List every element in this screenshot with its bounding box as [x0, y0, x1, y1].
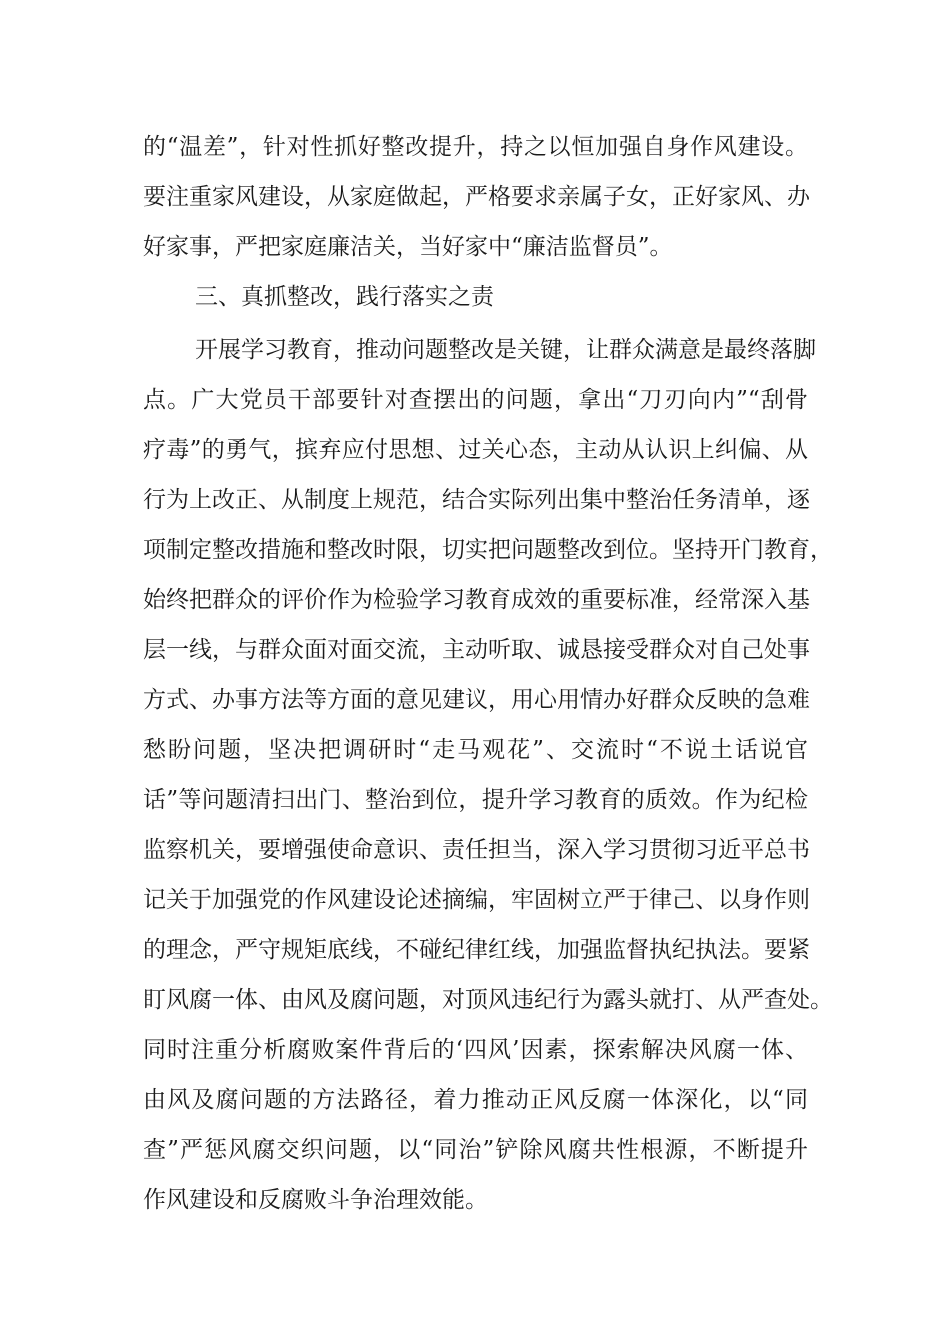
- paragraph-body: [143, 325, 833, 1225]
- section-heading: [143, 272, 808, 322]
- paragraph-line: 的理念，严守规矩底线，不碰纪律红线，加强监督执纪执法。要紧: [143, 937, 810, 963]
- paragraph-line: 查”严惩风腐交织问题，以“同治”铲除风腐共性根源，不断提升: [143, 1137, 808, 1163]
- paragraph-line: 盯风腐一体、由风及腐问题，对顶风违纪行为露头就打、从严查处。: [143, 987, 833, 1013]
- paragraph-line: 行为上改正、从制度上规范，结合实际列出集中整治任务清单，逐: [143, 487, 810, 513]
- paragraph-line: 由风及腐问题的方法路径，着力推动正风反腐一体深化，以“同: [143, 1087, 808, 1113]
- paragraph-line: 层一线，与群众面对面交流，主动听取、诚恳接受群众对自己处事: [143, 637, 810, 663]
- paragraph-line: 的“温差”，针对性抓好整改提升，持之以恒加强自身作风建设。: [143, 134, 808, 160]
- paragraph-line: 作风建设和反腐败斗争治理效能。: [143, 1187, 488, 1213]
- paragraph-line: 始终把群众的评价作为检验学习教育成效的重要标准，经常深入基: [143, 587, 810, 613]
- paragraph-line: 要注重家风建设，从家庭做起，严格要求亲属子女，正好家风、办: [143, 184, 810, 210]
- paragraph-line: 监察机关，要增强使命意识、责任担当，深入学习贯彻习近平总书: [143, 837, 810, 863]
- paragraph-line: 愁盼问题，坚决把调研时“走马观花”、交流时“不说土话说官: [143, 737, 808, 763]
- paragraph-line: 项制定整改措施和整改时限，切实把问题整改到位。坚持开门教育，: [143, 537, 833, 563]
- paragraph-line: 同时注重分析腐败案件背后的‘四风’因素，探索解决风腐一体、: [143, 1037, 808, 1063]
- paragraph-line: 记关于加强党的作风建设论述摘编，牢固树立严于律己、以身作则: [143, 887, 810, 913]
- paragraph-line: 开展学习教育，推动问题整改是关键，让群众满意是最终落脚: [195, 337, 816, 363]
- paragraph-line: 好家事，严把家庭廉洁关，当好家中“廉洁监督员”。: [143, 234, 673, 260]
- paragraph-line: 方式、办事方法等方面的意见建议，用心用情办好群众反映的急难: [143, 687, 810, 713]
- paragraph-continuation: [143, 122, 808, 272]
- section-heading-text: 三、真抓整改，践行落实之责: [195, 284, 494, 310]
- paragraph-line: 点。广大党员干部要针对查摆出的问题，拿出“刀刃向内”“刮骨: [143, 387, 808, 413]
- paragraph-line: 话”等问题清扫出门、整治到位，提升学习教育的质效。作为纪检: [143, 787, 808, 813]
- paragraph-line: 疗毒”的勇气，摈弃应付思想、过关心态，主动从认识上纠偏、从: [143, 437, 808, 463]
